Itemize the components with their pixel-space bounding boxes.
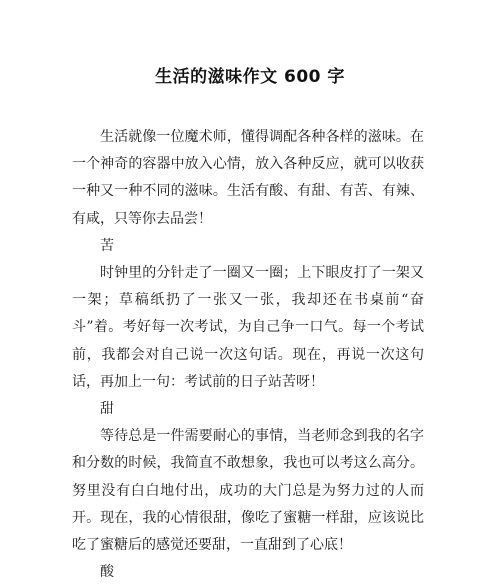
page-title: 生活的滋味作文 600 字 [155,67,345,87]
intro-paragraph: 生活就像一位魔术师，懂得调配各种各样的滋味。在一个神奇的容器中放入心情，放入各种反应，就可以收获一种又一种不同的滋味。生活有酸、有甜、有苦、有辣、有咸，只等你去品尝！ [72,129,424,227]
article-body [72,124,424,586]
section-heading-sour: 酸 [100,564,114,581]
bitter-paragraph: 时钟里的分针走了一圈又一圈；上下眼皮打了一架又一架；草稿纸扔了一张又一张，我却还在书桌前“奋斗”着。考好每一次考试，为自己争一口气。每一个考试前，我都会对自己说一次这句话。现在，再说一次这句话，再加上一句：考试前的日子站苦呀！ [72,265,424,390]
section-heading-bitter: 苦 [100,237,114,254]
section-heading-sweet: 甜 [100,401,114,418]
sweet-paragraph: 等待总是一件需要耐心的事情，当老师念到我的名字和分数的时候，我简直不敢想象，我也可以考这么高分。努里没有白白地付出，成功的大门总是为努力过的人而开。现在，我的心情很甜，像吃了蜜糖一样甜，应该说比吃了蜜糖后的感觉还要甜，一直甜到了心底！ [72,428,424,554]
